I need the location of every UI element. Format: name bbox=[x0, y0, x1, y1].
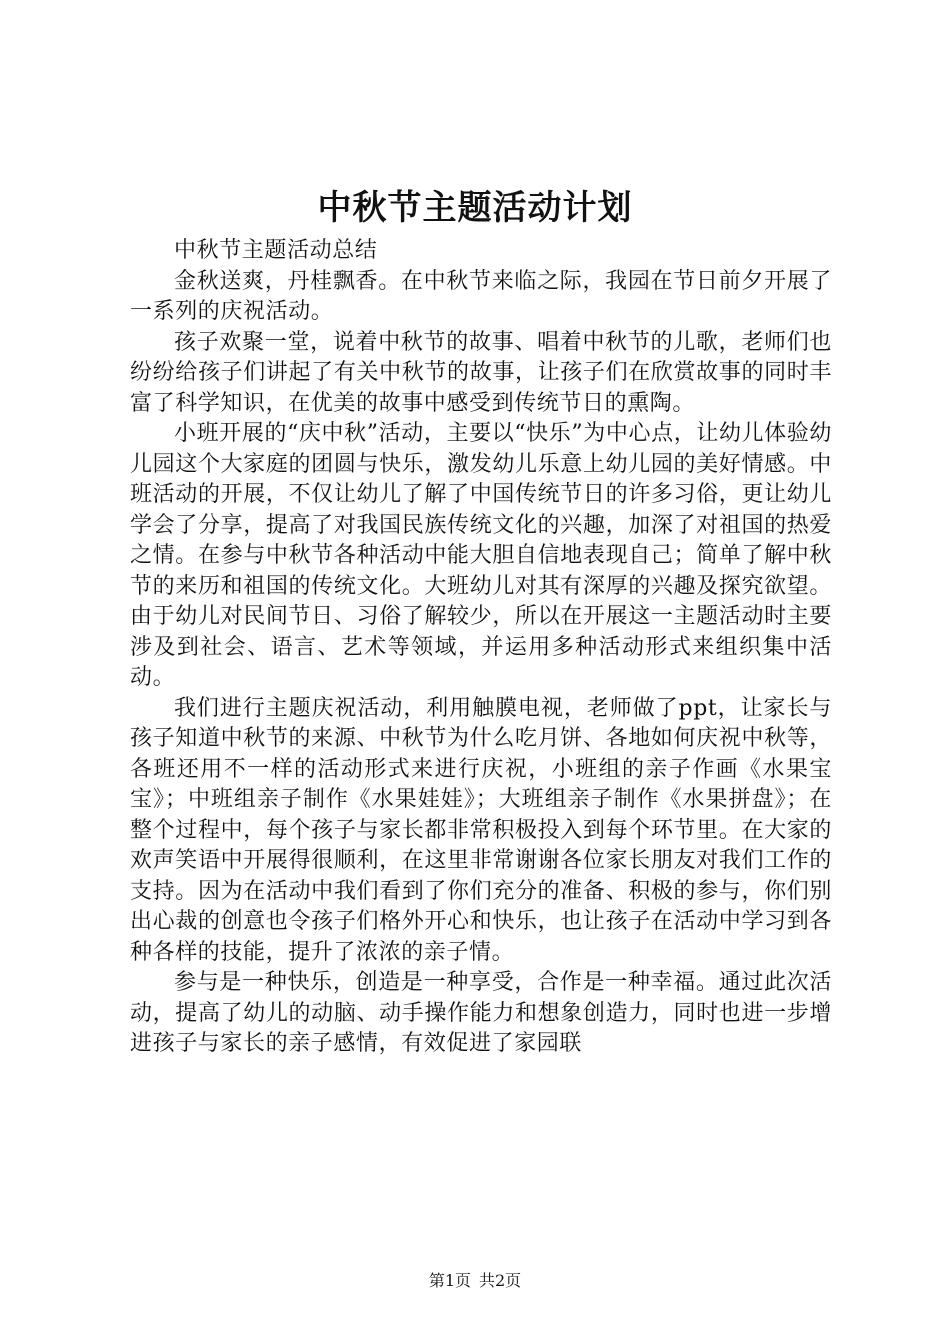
paragraph-4: 我们进行主题庆祝活动，利用触膜电视，老师做了ppt，让家长与孩子知道中秋节的来源、中秋节为什么吃月饼、各地如何庆祝中秋等，各班还用不一样的活动形式来进行庆祝，小班组的亲子作画《水果宝宝》；中班组亲子制作《水果娃娃》；大班组亲子制作《水果拼盘》；在整个过程中，每个孩子与家长都非常积极投入到每个环节里。在大家的欢声笑语中开展得很顺利，在这里非常谢谢各位家长朋友对我们工作的支持。因为在活动中我们看到了你们充分的准备、积极的参与，你们别出心裁的创意也令孩子们格外开心和快乐，也让孩子在活动中学习到各种各样的技能，提升了浓浓的亲子情。 bbox=[130, 695, 832, 965]
page-footer bbox=[0, 1270, 950, 1292]
paragraph-subtitle: 中秋节主题活动总结 bbox=[174, 238, 378, 263]
paragraph-1: 金秋送爽，丹桂飘香。在中秋节来临之际，我园在节日前夕开展了一系列的庆祝活动。 bbox=[130, 268, 832, 324]
paragraph-2: 孩子欢聚一堂，说着中秋节的故事、唱着中秋节的儿歌，老师们也纷纷给孩子们讲起了有关中秋节的故事，让孩子们在欣赏故事的同时丰富了科学知识，在优美的故事中感受到传统节日的熏陶。 bbox=[130, 329, 832, 416]
paragraph-3: 小班开展的“庆中秋”活动，主要以“快乐”为中心点，让幼儿体验幼儿园这个大家庭的团圆与快乐，激发幼儿乐意上幼儿园的美好情感。中班活动的开展，不仅让幼儿了解了中国传统节日的许多习俗，更让幼儿学会了分享，提高了对我国民族传统文化的兴趣，加深了对祖国的热爱之情。在参与中秋节各种活动中能大胆自信地表现自己；简单了解中秋节的来历和祖国的传统文化。大班幼儿对其有深厚的兴趣及探究欲望。由于幼儿对民间节日、习俗了解较少，所以在开展这一主题活动时主要涉及到社会、语言、艺术等领域，并运用多种活动形式来组织集中活动。 bbox=[130, 421, 832, 690]
page-number: 第1页 bbox=[428, 1271, 471, 1290]
document-title: 中秋节主题活动计划 bbox=[317, 188, 633, 228]
document-body bbox=[130, 236, 832, 1060]
paragraph-5: 参与是一种快乐，创造是一种享受，合作是一种幸福。通过此次活动，提高了幼儿的动脑、动手操作能力和想象创造力，同时也进一步增进孩子与家长的亲子感情，有效促进了家园联 bbox=[130, 970, 832, 1056]
page-total: 共2页 bbox=[479, 1271, 522, 1290]
